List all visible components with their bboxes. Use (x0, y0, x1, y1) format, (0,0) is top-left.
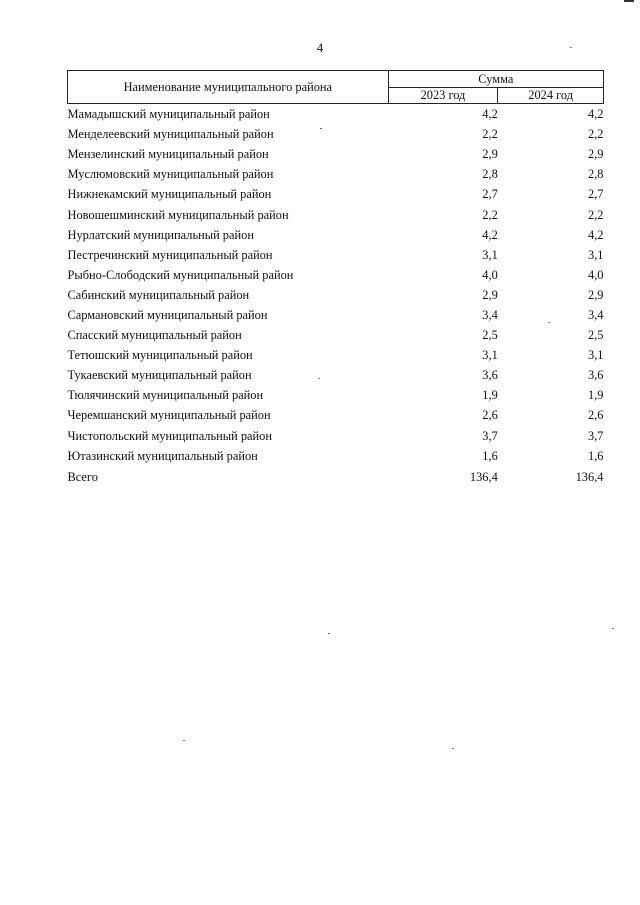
table-row (68, 446, 604, 466)
scan-speck (548, 322, 550, 323)
value-2024: 3,4 (588, 307, 604, 322)
district-name: Черемшанский муниципальный район (67, 408, 271, 423)
total-2023: 136,4 (469, 469, 498, 484)
value-2023: 2,9 (482, 287, 498, 302)
table-row (68, 305, 604, 325)
value-2023: 4,2 (482, 107, 498, 122)
table-row (68, 104, 604, 125)
table-row (68, 325, 604, 345)
district-name: Сабинский муниципальный район (67, 287, 250, 302)
value-2023: 2,8 (482, 167, 498, 182)
budget-table (67, 70, 604, 488)
value-2024: 3,6 (588, 368, 604, 383)
table-row (68, 405, 604, 425)
value-2023: 3,6 (482, 368, 498, 383)
value-2024: 4,2 (588, 107, 604, 122)
district-name: Чистопольский муниципальный район (67, 428, 272, 443)
scan-speck (570, 47, 572, 48)
total-row (68, 466, 604, 488)
scan-speck (328, 633, 330, 634)
value-2023: 4,2 (482, 227, 498, 242)
table-row (68, 365, 604, 385)
district-name: Муслюмовский муниципальный район (67, 167, 274, 182)
table-row (68, 245, 604, 265)
district-name: Мензелинский муниципальный район (67, 147, 269, 162)
value-2024: 3,7 (588, 428, 604, 443)
value-2023: 3,1 (482, 348, 498, 363)
scan-speck (452, 748, 454, 749)
district-name: Нурлатский муниципальный район (67, 227, 254, 242)
value-2024: 2,6 (588, 408, 604, 423)
district-name: Тюлячинский муниципальный район (67, 388, 264, 403)
table-row (68, 225, 604, 245)
table-row (68, 385, 604, 405)
value-2023: 4,0 (482, 267, 498, 282)
scan-speck (183, 740, 185, 741)
district-name: Сармановский муниципальный район (67, 307, 268, 322)
district-name: Мамадышский муниципальный район (67, 107, 270, 122)
value-2023: 3,1 (482, 247, 498, 262)
table-body (68, 104, 604, 466)
value-2023: 2,2 (482, 127, 498, 142)
value-2023: 3,7 (482, 428, 498, 443)
district-name: Спасский муниципальный район (67, 328, 242, 343)
table-row (68, 144, 604, 164)
district-name: Пестречинский муниципальный район (67, 247, 273, 262)
district-name: Менделеевский муниципальный район (67, 127, 274, 142)
value-2023: 2,9 (482, 147, 498, 162)
value-2023: 3,4 (482, 307, 498, 322)
district-name: Новошешминский муниципальный район (67, 207, 289, 222)
value-2024: 4,2 (588, 227, 604, 242)
table-row (68, 164, 604, 184)
district-name: Тетюшский муниципальный район (67, 348, 253, 363)
scan-speck (320, 128, 322, 129)
value-2023: 2,6 (482, 408, 498, 423)
value-2024: 2,2 (588, 127, 604, 142)
district-name: Рыбно-Слободский муниципальный район (67, 267, 294, 282)
scan-speck (318, 378, 320, 379)
scan-speck (612, 628, 614, 629)
table-header (68, 71, 604, 104)
total-label: Всего (67, 469, 98, 484)
header-sum-column: Сумма (388, 71, 603, 88)
value-2024: 2,9 (588, 147, 604, 162)
value-2024: 2,8 (588, 167, 604, 182)
value-2024: 3,1 (588, 348, 604, 363)
table-row (68, 204, 604, 224)
table-row (68, 285, 604, 305)
table-row (68, 124, 604, 144)
header-year-2023: 2023 год (388, 87, 498, 104)
value-2024: 1,6 (588, 448, 604, 463)
value-2024: 1,9 (588, 388, 604, 403)
page-number: 4 (316, 40, 324, 55)
value-2024: 2,9 (588, 287, 604, 302)
table-row (68, 184, 604, 204)
district-name: Тукаевский муниципальный район (67, 368, 252, 383)
value-2023: 1,6 (482, 448, 498, 463)
value-2024: 3,1 (588, 247, 604, 262)
value-2024: 2,2 (588, 207, 604, 222)
value-2024: 2,5 (588, 328, 604, 343)
table-row (68, 345, 604, 365)
header-name-column: Наименование муниципального района (68, 71, 389, 104)
district-name: Ютазинский муниципальный район (67, 448, 258, 463)
value-2023: 2,7 (482, 187, 498, 202)
value-2024: 2,7 (588, 187, 604, 202)
value-2023: 2,5 (482, 328, 498, 343)
district-name: Нижнекамский муниципальный район (67, 187, 272, 202)
total-2024: 136,4 (575, 469, 604, 484)
value-2023: 2,2 (482, 207, 498, 222)
scan-mark (624, 0, 634, 2)
table-row (68, 265, 604, 285)
value-2023: 1,9 (482, 388, 498, 403)
value-2024: 4,0 (588, 267, 604, 282)
table-row (68, 426, 604, 446)
header-year-2024: 2024 год (498, 87, 604, 104)
